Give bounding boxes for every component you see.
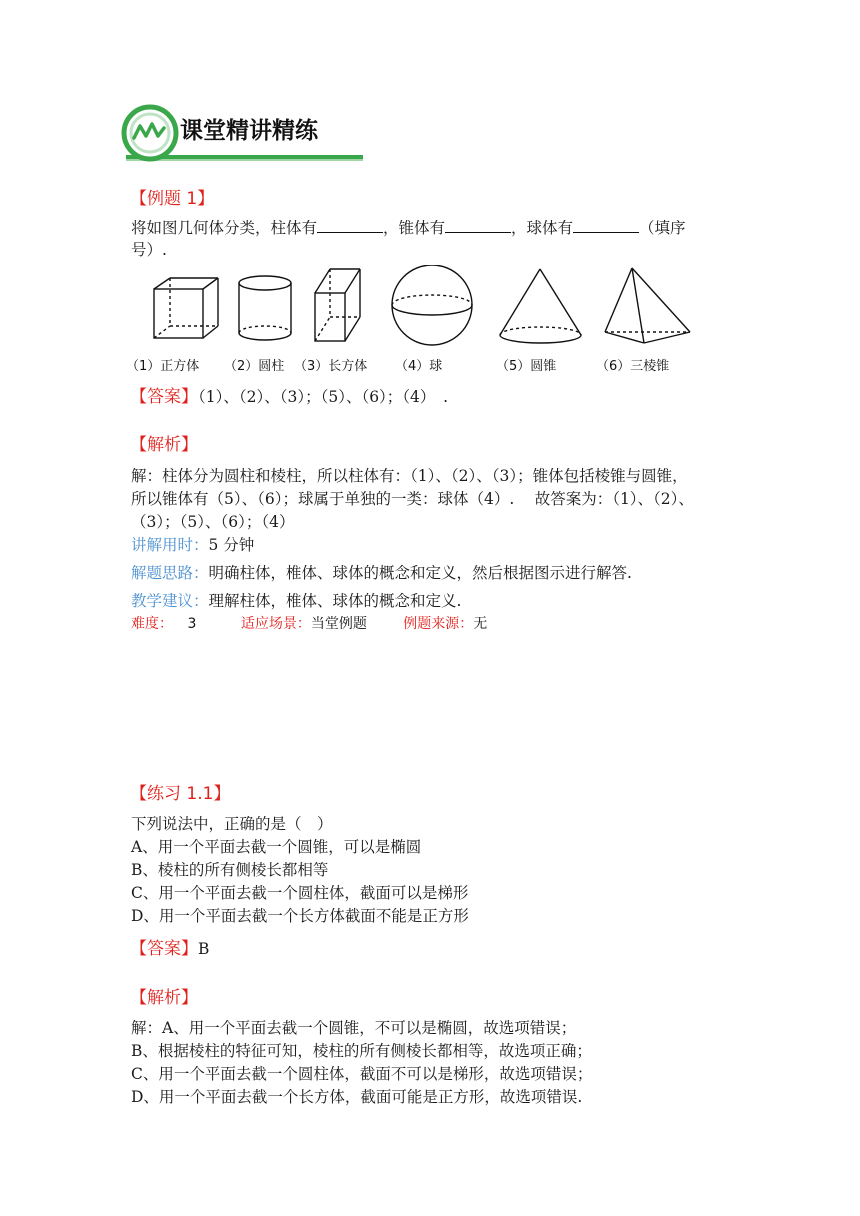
blank-cone xyxy=(445,216,511,233)
practice-answer xyxy=(130,938,209,960)
figure-label-cuboid: （3）长方体 xyxy=(294,359,368,374)
practice-option: C、用一个平面去截一个圆柱体，截面可以是梯形 xyxy=(131,884,469,902)
example-question: 将如图几何体分类，柱体有 ，锥体有 ，球体有 （填序 xyxy=(131,216,686,239)
practice-answer-text: B xyxy=(198,940,210,958)
sphere-figure xyxy=(392,265,472,345)
cylinder-figure xyxy=(239,276,291,340)
figure-label-cylinder: （2）圆柱 xyxy=(224,359,285,374)
figure-label-cone: （5）圆锥 xyxy=(496,359,557,374)
practice-analysis-line: B、根据棱柱的特征可知，棱柱的所有侧棱长都相等，故选项正确； xyxy=(131,1042,592,1060)
practice-option: D、用一个平面去截一个长方体截面不能是正方形 xyxy=(131,907,469,925)
teaching-advice-row xyxy=(131,590,461,612)
blank-prism xyxy=(317,216,383,233)
solving-idea-value: 明确柱体，椎体、球体的概念和定义，然后根据图示进行解答. xyxy=(208,564,632,582)
solving-idea-label: 解题思路： xyxy=(131,564,209,582)
figure-label-cube: （1）正方体 xyxy=(126,359,200,374)
scene-value: 当堂例题 xyxy=(310,616,367,632)
example-answer-text: （1）、（2）、（3）；（5）、（6）；（4） . xyxy=(198,388,449,406)
practice-analysis-line: 解：A、用一个平面去截一个圆锥，不可以是椭圆，故选项错误； xyxy=(131,1019,577,1037)
example-analysis-line: 所以锥体有（5）、（6）；球属于单独的一类：球体（4）. 故答案为：（1）、（2）、 xyxy=(131,490,694,508)
practice-option: B、棱柱的所有侧棱长都相等 xyxy=(131,861,329,879)
source-label: 例题来源： xyxy=(403,616,474,632)
practice-option: A、用一个平面去截一个圆锥，可以是椭圆 xyxy=(131,838,422,856)
meta-row xyxy=(131,613,487,633)
practice-question: 下列说法中，正确的是（ ） xyxy=(131,815,333,833)
explain-time-label: 讲解用时： xyxy=(131,536,209,554)
practice-analysis-tag: 【解析】 xyxy=(130,988,198,1008)
source-value: 无 xyxy=(473,616,488,632)
explain-time-row xyxy=(131,534,254,556)
practice-analysis-line: C、用一个平面去截一个圆柱体，截面不可以是梯形，故选项错误； xyxy=(131,1065,593,1083)
cone-figure xyxy=(500,269,581,343)
blank-sphere xyxy=(573,216,639,233)
cuboid-figure xyxy=(315,269,360,341)
cube-figure xyxy=(154,278,218,338)
difficulty-label: 难度： xyxy=(131,616,173,632)
example-answer xyxy=(130,386,448,408)
practice-tag: 【练习 1.1】 xyxy=(130,784,231,804)
scene-label: 适应场景： xyxy=(240,616,311,632)
section-title: 课堂精讲精练 xyxy=(180,118,318,144)
example-question-line2: 号）. xyxy=(131,241,167,259)
figure-label-pyramid: （6）三棱锥 xyxy=(596,359,670,374)
section-header xyxy=(118,100,368,166)
triangular-pyramid-figure xyxy=(605,268,690,343)
example-analysis-tag: 【解析】 xyxy=(130,435,198,455)
practice-analysis-line: D、用一个平面去截一个长方体，截面可能是正方形，故选项错误. xyxy=(131,1088,583,1106)
difficulty-value: 3 xyxy=(187,616,197,632)
practice-answer-tag: 【答案】 xyxy=(130,939,198,959)
example-answer-tag: 【答案】 xyxy=(130,387,198,407)
example-analysis-line: （3）；（5）、（6）；（4） xyxy=(131,513,295,531)
teaching-advice-value: 理解柱体，椎体、球体的概念和定义. xyxy=(208,592,462,610)
explain-time-value: 5 分钟 xyxy=(208,536,255,554)
solving-idea-row xyxy=(131,562,632,584)
example-tag: 【例题 1】 xyxy=(130,189,215,209)
figure-label-sphere: （4）球 xyxy=(395,359,443,374)
geometry-figures xyxy=(140,265,700,347)
example-analysis-line: 解：柱体分为圆柱和棱柱，所以柱体有：（1）、（2）、（3）；锥体包括棱锥与圆锥， xyxy=(131,467,688,485)
teaching-advice-label: 教学建议： xyxy=(131,592,209,610)
